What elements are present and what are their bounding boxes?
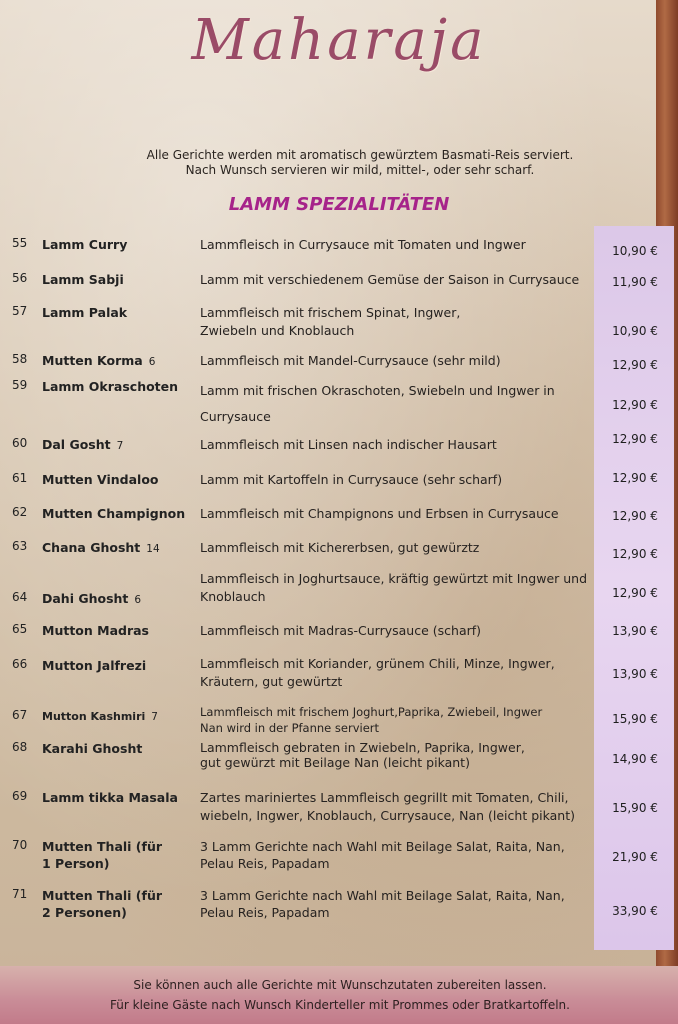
item-name: Mutten Thali (für 2 Personen) xyxy=(42,888,163,920)
item-price: 33,90 € xyxy=(612,904,658,918)
item-description: Lammfleisch mit Champignons und Erbsen in Currysauce xyxy=(200,506,559,521)
item-price: 11,90 € xyxy=(612,275,658,289)
item-number: 61 xyxy=(12,471,28,485)
item-name: Mutton Jalfrezi xyxy=(42,658,147,673)
item-description: 3 Lamm Gerichte nach Wahl mit Beilage Salat, Raita, Nan, Pelau Reis, Papadam xyxy=(200,888,565,920)
item-description: Lammfleisch mit frischem Spinat, Ingwer, Zwiebeln und Knoblauch xyxy=(200,305,461,338)
item-name: Mutten Thali (für 1 Person) xyxy=(42,839,163,871)
item-number: 55 xyxy=(12,236,28,250)
item-description: Lamm mit frischen Okraschoten, Swiebeln und Ingwer in Currysauce xyxy=(200,383,555,424)
item-number: 60 xyxy=(12,436,28,450)
item-price: 12,90 € xyxy=(612,358,658,372)
item-description: Lammfleisch mit Mandel-Currysauce (sehr mild) xyxy=(200,353,501,368)
item-description: Lammfleisch mit frischem Joghurt,Paprika, Zwiebeil, Ingwer Nan wird in der Pfanne serviert xyxy=(200,705,543,735)
item-description: Lammfleisch in Joghurtsauce, kräftig gewürtzt mit Ingwer und Knoblauch xyxy=(200,571,588,604)
item-name: Lamm Curry xyxy=(42,237,128,252)
item-name: Lamm Sabji xyxy=(42,272,124,287)
item-name: Dahi Ghosht 6 xyxy=(42,591,142,606)
item-price: 12,90 € xyxy=(612,586,658,600)
item-name: Mutton Kashmiri 7 xyxy=(42,710,158,723)
item-name: Lamm tikka Masala xyxy=(42,790,178,805)
item-description: Lammfleisch mit Linsen nach indischer Hausart xyxy=(200,437,497,452)
item-description: Zartes mariniertes Lammfleisch gegrillt mit Tomaten, Chili, wiebeln, Ingwer, Knoblauch, Currysauce, Nan (leicht pikant) xyxy=(200,790,575,823)
item-number: 67 xyxy=(12,708,28,722)
item-description: Lamm mit Kartoffeln in Currysauce (sehr scharf) xyxy=(200,472,503,487)
item-price: 15,90 € xyxy=(612,712,658,726)
item-name: Chana Ghosht 14 xyxy=(42,540,160,555)
item-description: Lammfleisch mit Madras-Currysauce (scharf) xyxy=(200,623,482,638)
intro-line-2: Nach Wunsch servieren wir mild, mittel-, oder sehr scharf. xyxy=(185,163,535,177)
item-price: 10,90 € xyxy=(612,244,658,258)
item-name: Mutten Champignon xyxy=(42,506,186,521)
intro-text xyxy=(60,148,660,178)
item-number: 69 xyxy=(12,789,28,803)
item-number: 66 xyxy=(12,657,28,671)
item-name: Lamm Okraschoten xyxy=(42,379,179,394)
item-price: 15,90 € xyxy=(612,801,658,815)
item-name: Dal Gosht 7 xyxy=(42,437,124,452)
item-price: 13,90 € xyxy=(612,624,658,638)
item-price: 12,90 € xyxy=(612,471,658,485)
item-number: 57 xyxy=(12,304,28,318)
item-price: 13,90 € xyxy=(612,667,658,681)
item-number: 65 xyxy=(12,622,28,636)
item-price: 10,90 € xyxy=(612,324,658,338)
item-number: 56 xyxy=(12,271,28,285)
item-number: 62 xyxy=(12,505,28,519)
item-number: 63 xyxy=(12,539,28,553)
item-description: 3 Lamm Gerichte nach Wahl mit Beilage Salat, Raita, Nan, Pelau Reis, Papadam xyxy=(200,839,565,871)
item-number: 59 xyxy=(12,378,28,392)
item-description: Lammfleisch in Currysauce mit Tomaten und Ingwer xyxy=(200,237,526,252)
item-name: Mutton Madras xyxy=(42,623,149,638)
footer-line-2: Für kleine Gäste nach Wunsch Kinderteller mit Prommes oder Bratkartoffeln. xyxy=(110,998,570,1012)
item-name: Mutten Vindaloo xyxy=(42,472,159,487)
intro-line-1: Alle Gerichte werden mit aromatisch gewürztem Basmati-Reis serviert. xyxy=(146,148,574,162)
item-price: 21,90 € xyxy=(612,850,658,864)
menu-footer xyxy=(0,966,678,1024)
item-price: 12,90 € xyxy=(612,547,658,561)
restaurant-title: Maharaja xyxy=(191,8,487,73)
item-name: Karahi Ghosht xyxy=(42,741,143,756)
item-price: 14,90 € xyxy=(612,752,658,766)
item-number: 70 xyxy=(12,838,28,852)
section-title: LAMM SPEZIALITÄTEN xyxy=(228,194,450,215)
item-description: Lamm mit verschiedenem Gemüse der Saison in Currysauce xyxy=(200,272,580,287)
item-description: Lammfleisch mit Kichererbsen, gut gewürztz xyxy=(200,540,480,555)
item-description: Lammfleisch gebraten in Zwiebeln, Paprika, Ingwer, gut gewürzt mit Beilage Nan (leicht pikant) xyxy=(200,740,525,770)
item-price: 12,90 € xyxy=(612,398,658,412)
item-name: Lamm Palak xyxy=(42,305,128,320)
item-number: 68 xyxy=(12,740,28,754)
item-number: 58 xyxy=(12,352,28,366)
item-number: 64 xyxy=(12,590,28,604)
footer-line-1: Sie können auch alle Gerichte mit Wunschzutaten zubereiten lassen. xyxy=(133,978,547,992)
item-name: Mutten Korma 6 xyxy=(42,353,156,368)
item-description: Lammfleisch mit Koriander, grünem Chili, Minze, Ingwer, Kräutern, gut gewürtzt xyxy=(200,656,555,689)
item-price: 12,90 € xyxy=(612,509,658,523)
item-number: 71 xyxy=(12,887,28,901)
item-price: 12,90 € xyxy=(612,432,658,446)
